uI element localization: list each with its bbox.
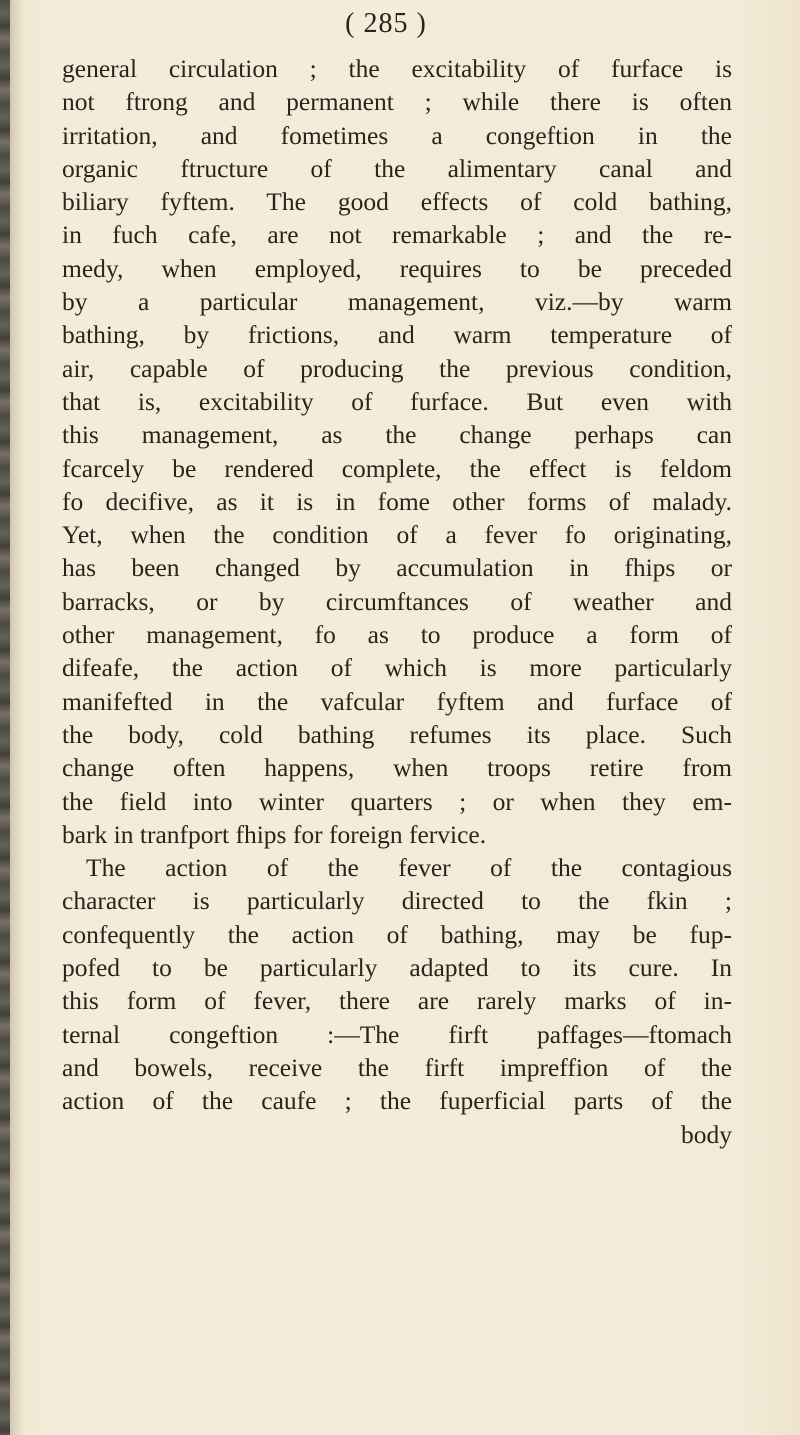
text-line: difeafe, the action of which is more particularly xyxy=(62,653,732,683)
body-text xyxy=(62,52,732,1151)
text-line: in fuch cafe, are not remarkable ; and the re- xyxy=(62,220,732,250)
text-line: change often happens, when troops retire from xyxy=(62,753,732,783)
text-line: medy, when employed, requires to be preceded xyxy=(62,253,732,283)
text-line: air, capable of producing the previous condition, xyxy=(62,353,732,383)
text-line: organic ftructure of the alimentary canal and xyxy=(62,153,732,183)
text-line: general circulation ; the excitability of furface is xyxy=(62,54,732,83)
page-number: ( 285 ) xyxy=(345,8,427,39)
text-line: bathing, by frictions, and warm temperature of xyxy=(62,320,732,350)
text-line: manifefted in the vafcular fyftem and furface of xyxy=(62,686,732,716)
text-line: and bowels, receive the firft impreffion of the xyxy=(62,1052,732,1082)
text-line: has been changed by accumulation in fhips or xyxy=(62,553,732,583)
text-line: that is, excitability of furface. But even with xyxy=(62,386,732,416)
catchword: body xyxy=(681,1119,732,1149)
page-binding-edge xyxy=(0,0,10,1435)
text-line: character is particularly directed to the fkin ; xyxy=(62,886,732,916)
text-line: other management, fo as to produce a form of xyxy=(62,620,732,650)
page-binding-shadow xyxy=(10,0,24,1435)
text-line: barracks, or by circumftances of weather and xyxy=(62,586,732,616)
text-line: the field into winter quarters ; or when they em- xyxy=(62,786,732,816)
text-line: this form of fever, there are rarely marks of in- xyxy=(62,986,732,1016)
text-line: irritation, and fometimes a congeftion in the xyxy=(62,120,732,150)
text-line: ternal congeftion :—The firft paffages—ftomach xyxy=(62,1019,732,1049)
text-line: biliary fyftem. The good effects of cold bathing, xyxy=(62,187,732,217)
text-line: The action of the fever of the contagious xyxy=(86,853,732,883)
text-line: fcarcely be rendered complete, the effect is feldom xyxy=(62,453,732,483)
text-line: the body, cold bathing refumes its place. Such xyxy=(62,719,732,749)
text-line: fo decifive, as it is in fome other forms of malady. xyxy=(62,486,732,516)
text-line: by a particular management, viz.—by warm xyxy=(62,287,732,317)
text-line: Yet, when the condition of a fever fo originating, xyxy=(62,520,732,550)
text-line: bark in tranfport fhips for foreign fervice. xyxy=(62,819,487,849)
text-line: action of the caufe ; the fuperficial parts of the xyxy=(62,1086,732,1116)
text-line: confequently the action of bathing, may be fup- xyxy=(62,919,732,949)
text-line: this management, as the change perhaps can xyxy=(62,420,732,450)
text-line: pofed to be particularly adapted to its cure. In xyxy=(62,953,732,983)
text-line: not ftrong and permanent ; while there is often xyxy=(62,87,732,117)
